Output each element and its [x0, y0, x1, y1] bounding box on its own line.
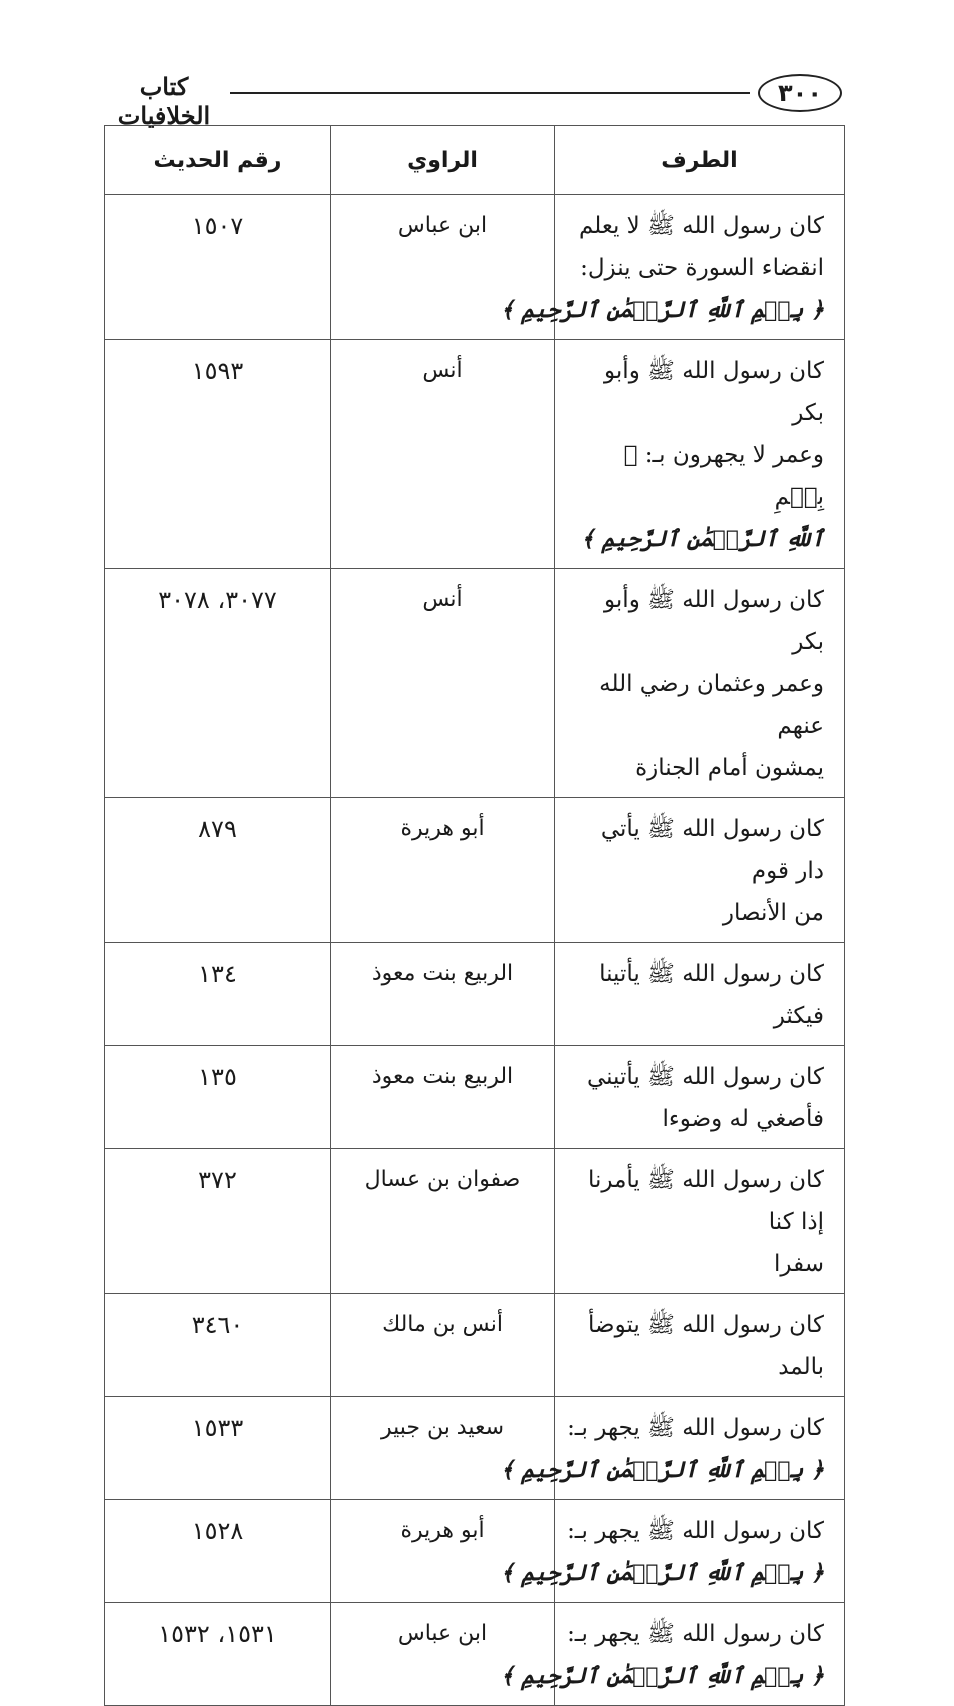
hadith-tarf-line: كان رسول الله ﷺ يأتينا فيكثر	[599, 961, 824, 1029]
hadith-tarf-line: كان رسول الله ﷺ يجهر بـ:	[567, 1621, 824, 1647]
hadith-tarf-line: كان رسول الله ﷺ يجهر بـ:	[567, 1518, 824, 1544]
table-row	[105, 569, 845, 798]
hadith-number-cell: ١٥٩٣	[105, 340, 331, 569]
narrator-cell: أبو هريرة	[331, 1500, 555, 1603]
table-row	[105, 1603, 845, 1706]
narrator-cell: الربيع بنت معوذ	[331, 943, 555, 1046]
hadith-tarf-cell	[555, 943, 845, 1046]
narrator-cell: صفوان بن عسال	[331, 1149, 555, 1294]
narrator-cell: ابن عباس	[331, 195, 555, 340]
narrator-cell: أنس بن مالك	[331, 1294, 555, 1397]
hadith-tarf-line: ٱللَّهِ ٱلرَّحۡمَٰنِ ٱلرَّحِيمِ ﴾	[581, 526, 824, 552]
hadith-tarf-cell	[500, 1603, 845, 1706]
hadith-tarf-line: كان رسول الله ﷺ يجهر بـ:	[567, 1415, 824, 1441]
narrator-cell: أنس	[331, 569, 555, 798]
header-rule	[230, 92, 750, 94]
table-row	[105, 798, 845, 943]
hadith-tarf-line: كان رسول الله ﷺ لا يعلم	[578, 213, 824, 239]
table-row	[105, 943, 845, 1046]
hadith-tarf-cell	[555, 1046, 845, 1149]
hadith-number-cell: ١٥٢٨	[105, 1500, 331, 1603]
hadith-tarf-line: انقضاء السورة حتى ينزل:	[580, 255, 824, 281]
narrator-cell: أنس	[331, 340, 555, 569]
hadith-number-cell: ١٥٣١، ١٥٣٢	[105, 1603, 331, 1706]
hadith-tarf-line: ﴿ بِسۡمِ ٱللَّهِ ٱلرَّحۡمَٰنِ ٱلرَّحِيمِ ﴾	[500, 1457, 824, 1483]
hadith-tarf-line: كان رسول الله ﷺ وأبو بكر	[604, 358, 824, 426]
hadith-tarf-line: ﴿ بِسۡمِ ٱللَّهِ ٱلرَّحۡمَٰنِ ٱلرَّحِيمِ ﴾	[500, 297, 824, 323]
hadith-number-cell: ٣٧٢	[105, 1149, 331, 1294]
column-header-tarf: الطرف	[555, 126, 845, 195]
hadith-tarf-line: وعمر وعثمان رضي الله عنهم	[599, 671, 824, 739]
table-body	[105, 195, 845, 1706]
hadith-number-cell: ١٥٣٣	[105, 1397, 331, 1500]
hadith-tarf-cell	[555, 340, 845, 569]
hadith-tarf-line: كان رسول الله ﷺ يتوضأ بالمد	[588, 1312, 824, 1380]
table-row	[105, 1500, 845, 1603]
hadith-number-cell: ٨٧٩	[105, 798, 331, 943]
hadith-tarf-cell	[555, 569, 845, 798]
hadith-tarf-cell	[555, 1294, 845, 1397]
book-title: كتاب الخلافيات	[117, 72, 211, 130]
narrator-cell: أبو هريرة	[331, 798, 555, 943]
hadith-tarf-line: كان رسول الله ﷺ يأمرنا إذا كنا	[587, 1167, 824, 1235]
hadith-tarf-line: ﴿ بِسۡمِ ٱللَّهِ ٱلرَّحۡمَٰنِ ٱلرَّحِيمِ ﴾	[500, 1663, 824, 1689]
table-row	[105, 340, 845, 569]
hadith-tarf-line: من الأنصار	[722, 900, 824, 926]
narrator-cell: سعيد بن جبير	[331, 1397, 555, 1500]
hadith-tarf-line: وعمر لا يجهرون بـ: ﴿ بِسۡمِ	[623, 442, 824, 510]
narrator-cell: ابن عباس	[331, 1603, 555, 1706]
table-row	[105, 1046, 845, 1149]
hadith-tarf-line: ﴿ بِسۡمِ ٱللَّهِ ٱلرَّحۡمَٰنِ ٱلرَّحِيمِ ﴾	[500, 1560, 824, 1586]
hadith-tarf-line: كان رسول الله ﷺ وأبو بكر	[604, 587, 824, 655]
hadith-tarf-cell	[500, 1397, 845, 1500]
column-header-rawi: الراوي	[331, 126, 555, 195]
hadith-number-cell: ١٥٠٧	[105, 195, 331, 340]
column-header-number: رقم الحديث	[105, 126, 331, 195]
hadith-number-cell: ٣٠٧٧، ٣٠٧٨	[105, 569, 331, 798]
hadith-tarf-cell	[500, 1500, 845, 1603]
hadith-tarf-line: كان رسول الله ﷺ يأتي دار قوم	[600, 816, 824, 884]
narrator-cell: الربيع بنت معوذ	[331, 1046, 555, 1149]
page-header	[100, 66, 848, 130]
hadith-tarf-line: فأصغي له وضوءا	[662, 1106, 824, 1132]
table-row	[105, 1294, 845, 1397]
hadith-tarf-line: سفرا	[774, 1251, 824, 1277]
page-number: ٣٠٠	[758, 74, 842, 112]
table-row	[105, 1397, 845, 1500]
hadith-number-cell: ١٣٤	[105, 943, 331, 1046]
hadith-tarf-cell	[500, 195, 845, 340]
table-row	[105, 1149, 845, 1294]
hadith-index-table	[104, 125, 845, 1706]
hadith-tarf-cell	[555, 1149, 845, 1294]
hadith-number-cell: ٣٤٦٠	[105, 1294, 331, 1397]
hadith-number-cell: ١٣٥	[105, 1046, 331, 1149]
hadith-tarf-line: يمشون أمام الجنازة	[635, 755, 824, 781]
table-row	[105, 195, 845, 340]
table-header-row	[105, 126, 845, 195]
hadith-tarf-line: كان رسول الله ﷺ يأتيني	[586, 1064, 824, 1090]
hadith-tarf-cell	[555, 798, 845, 943]
